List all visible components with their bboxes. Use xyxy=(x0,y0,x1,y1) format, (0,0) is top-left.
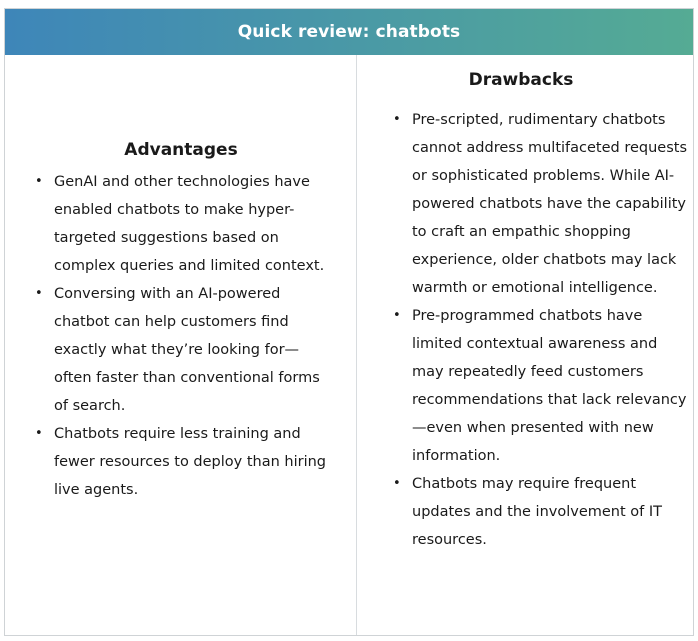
comparison-card xyxy=(4,8,694,636)
bullet-icon: • xyxy=(393,476,401,491)
advantages-heading: Advantages xyxy=(124,140,238,160)
list-item-text: Chatbots may require frequent updates and the involvement of IT resources. xyxy=(412,476,662,548)
list-item xyxy=(391,106,691,302)
card-title: Quick review: chatbots xyxy=(237,22,461,42)
list-item xyxy=(33,280,333,420)
drawbacks-list xyxy=(391,106,691,554)
list-item xyxy=(391,470,691,554)
bullet-icon: • xyxy=(35,286,43,301)
list-item-text: GenAI and other technologies have enabled chatbots to make hyper-targeted suggestions based on complex queries and limited context. xyxy=(54,174,325,274)
bullet-icon: • xyxy=(393,112,401,127)
advantages-column xyxy=(5,55,356,635)
bullet-icon: • xyxy=(393,308,401,323)
list-item-text: Pre-scripted, rudimentary chatbots cannot address multifaceted requests or sophisticated problems. While AI-powered chatbots have the capability to craft an empathic shopping experience, older chatbots may lack warmth or emotional intelligence. xyxy=(412,112,688,296)
list-item-text: Chatbots require less training and fewer resources to deploy than hiring live agents. xyxy=(54,426,327,498)
advantages-list xyxy=(33,168,333,504)
list-item xyxy=(391,302,691,470)
card-header xyxy=(5,9,693,55)
drawbacks-heading: Drawbacks xyxy=(468,70,574,90)
bullet-icon: • xyxy=(35,174,43,189)
list-item-text: Conversing with an AI-powered chatbot can help customers find exactly what they’re looking for—often faster than conventional forms of search. xyxy=(54,286,320,414)
bullet-icon: • xyxy=(35,426,43,441)
list-item-text: Pre-programmed chatbots have limited contextual awareness and may repeatedly feed customers recommendations that lack relevancy—even when presented with new information. xyxy=(412,308,687,464)
list-item xyxy=(33,420,333,504)
drawbacks-column xyxy=(357,55,693,635)
list-item xyxy=(33,168,333,280)
